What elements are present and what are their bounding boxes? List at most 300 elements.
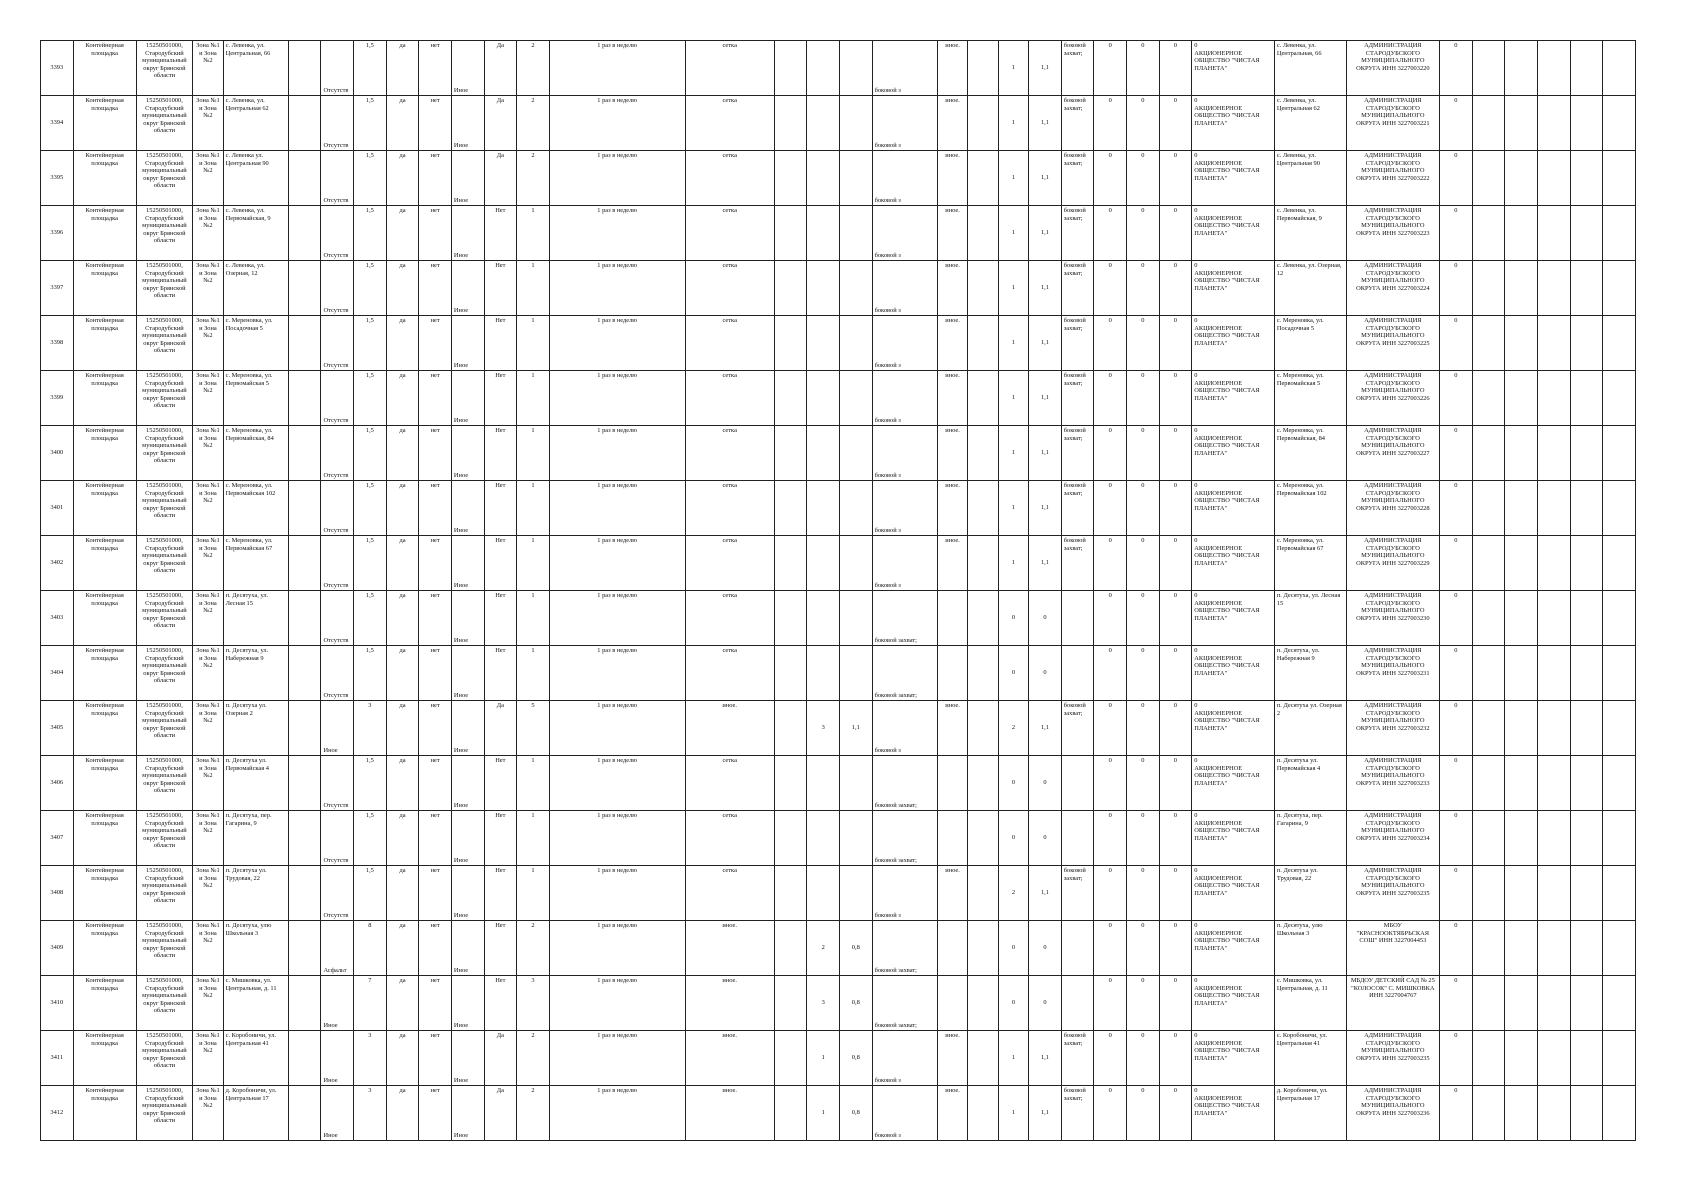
address-cell [223, 921, 288, 976]
cell-base: Иное [453, 1132, 469, 1140]
cell-fence: иное. [722, 977, 737, 984]
address-cell [223, 481, 288, 536]
zero-cell [1094, 96, 1127, 151]
frequency-cell [549, 1086, 685, 1141]
empty-cell [1537, 646, 1570, 701]
bunker-n-cell [998, 536, 1028, 591]
cell-z2: 0 [1141, 262, 1145, 269]
cell-zone: Зона №1 и Зона №2 [196, 97, 220, 120]
empty-cell [288, 41, 321, 96]
cell-freq: 1 раз в неделю [597, 372, 638, 379]
cell-cnt: 2 [531, 1032, 535, 1039]
flag-a1-cell [386, 811, 419, 866]
container-flag-cell [484, 756, 517, 811]
load-type-cell [872, 1031, 937, 1086]
container-count-cell [517, 536, 550, 591]
cell-addr: с. Мереновка, ул. Посадочная 5 [225, 317, 273, 332]
other-cell [937, 371, 967, 426]
cell-a1: да [399, 482, 406, 489]
cell-a1: да [399, 702, 406, 709]
zero-cell [1094, 701, 1127, 756]
cell-cnt: 1 [531, 317, 535, 324]
table-body [41, 41, 1636, 1141]
empty-cell [288, 96, 321, 151]
site-type-cell [73, 921, 136, 976]
bunker-n-cell [998, 701, 1028, 756]
cell-b_v: 0 [1043, 669, 1047, 677]
cell-z3: 0 [1173, 152, 1177, 159]
cell-type: Контейнерная площадка [85, 207, 124, 222]
cell-freq: 1 раз в неделю [597, 1032, 638, 1039]
cell-owner: АДМИНИСТРАЦИЯ СТАРОДУБСКОГО МУНИЦИПАЛЬНОГО ОКРУГА ИНН 3227003230 [1356, 592, 1430, 622]
cell-surface: Отсутств [323, 912, 349, 920]
cell-load: боковой з [874, 142, 901, 150]
cell-a2: нет [430, 922, 440, 929]
cell-owner: АДМИНИСТРАЦИЯ СТАРОДУБСКОГО МУНИЦИПАЛЬНОГО ОКРУГА ИНН 3227003222 [1356, 152, 1430, 182]
zero-cell [1159, 261, 1192, 316]
empty-cell [1603, 1086, 1636, 1141]
cell-org_addr: п. Десятуха, ул. Набережная 9 [1276, 647, 1320, 662]
container-count-cell [517, 41, 550, 96]
flag-a2-cell [419, 536, 452, 591]
empty-cell [774, 536, 807, 591]
cell-z2: 0 [1141, 922, 1145, 929]
cell-z1: 0 [1108, 372, 1112, 379]
flag-a2-cell [419, 866, 452, 921]
oktmo-cell [136, 976, 193, 1031]
load-type-cell [872, 701, 937, 756]
cell-z2: 0 [1141, 867, 1145, 874]
cell-owner: АДМИНИСТРАЦИЯ СТАРОДУБСКОГО МУНИЦИПАЛЬНОГО ОКРУГА ИНН 3227003235 [1356, 1032, 1430, 1062]
zero-cell [1440, 41, 1473, 96]
cell-zone: Зона №1 и Зона №2 [196, 427, 220, 450]
zone-cell [193, 756, 223, 811]
empty-cell [1570, 261, 1603, 316]
registry-table [40, 40, 1636, 1141]
cell-type: Контейнерная площадка [85, 152, 124, 167]
empty-cell [288, 1031, 321, 1086]
cell-cnt_txt: Да [496, 702, 504, 709]
cell-surface: Асфальт [323, 967, 347, 975]
container-volume-cell [840, 371, 873, 426]
area-cell [354, 96, 387, 151]
empty-cell [1505, 261, 1538, 316]
cell-no: 3411 [50, 1054, 64, 1062]
flag-a2-cell [419, 701, 452, 756]
address-cell [223, 96, 288, 151]
row-number-cell [41, 536, 74, 591]
zero-cell [1126, 96, 1159, 151]
area-cell [354, 811, 387, 866]
operator-cell [1192, 921, 1275, 976]
cell-oktmo: 15250501000, Стародубский муниципальный округ Брянской области [142, 42, 187, 80]
bunker-n-cell [998, 151, 1028, 206]
cell-a2: нет [430, 702, 440, 709]
table-row [41, 976, 1636, 1031]
cell-freq: 1 раз в неделю [597, 207, 638, 214]
cell-org: АКЦИОНЕРНОЕ ОБЩЕСТВО "ЧИСТАЯ ПЛАНЕТА" [1194, 929, 1260, 952]
cell-load: боковой захват; [874, 857, 917, 865]
container-count-cell [517, 316, 550, 371]
zone-cell [193, 1031, 223, 1086]
side-load-cell [1061, 206, 1094, 261]
cell-surface: Отсутств [323, 692, 349, 700]
cell-surface: Иное [323, 1077, 338, 1085]
flag-a2-cell [419, 921, 452, 976]
cell-addr: п. Десятуха ул. Озерная 2 [225, 702, 267, 717]
zero-cell [1159, 1086, 1192, 1141]
cell-z4: 0 [1194, 757, 1198, 764]
fence-cell [685, 426, 774, 481]
empty-cell [288, 316, 321, 371]
cell-type: Контейнерная площадка [85, 757, 124, 772]
zero-cell [1094, 481, 1127, 536]
cell-zone: Зона №1 и Зона №2 [196, 1087, 220, 1110]
frequency-cell [549, 371, 685, 426]
empty-cell [1472, 1031, 1505, 1086]
cell-z4: 0 [1194, 702, 1198, 709]
cell-z2: 0 [1141, 207, 1145, 214]
other-cell [937, 41, 967, 96]
zero-cell [1440, 646, 1473, 701]
cell-z1: 0 [1108, 592, 1112, 599]
empty-cell [1472, 646, 1505, 701]
cell-load: боковой з [874, 527, 901, 535]
cell-base: Иное [453, 747, 469, 755]
empty-cell [1570, 701, 1603, 756]
cell-addr: д. Коробоничи, ул. Центральная 17 [225, 1087, 277, 1102]
zone-cell [193, 316, 223, 371]
cell-org: АКЦИОНЕРНОЕ ОБЩЕСТВО "ЧИСТАЯ ПЛАНЕТА" [1194, 159, 1260, 182]
empty-cell [1603, 976, 1636, 1031]
empty-cell [1505, 646, 1538, 701]
table-row [41, 701, 1636, 756]
zero-cell [1159, 96, 1192, 151]
empty-cell [774, 701, 807, 756]
cell-area: 1,5 [365, 482, 374, 489]
empty-cell [1537, 481, 1570, 536]
zero-cell [1094, 646, 1127, 701]
cell-oktmo: 15250501000, Стародубский муниципальный округ Брянской области [142, 537, 187, 575]
side-load-cell [1061, 591, 1094, 646]
cell-b_n: 1 [1011, 174, 1016, 182]
site-type-cell [73, 1031, 136, 1086]
cell-other: иное. [945, 42, 960, 49]
zero-cell [1094, 426, 1127, 481]
empty-cell [288, 206, 321, 261]
zero-cell [1126, 1031, 1159, 1086]
cell-addr: п. Десятуха, пер. Гагарина, 9 [225, 812, 272, 827]
container-flag-cell [484, 206, 517, 261]
cell-b_n: 0 [1011, 669, 1016, 677]
container-count-cell [517, 371, 550, 426]
area-cell [354, 1086, 387, 1141]
area-cell [354, 866, 387, 921]
operator-address-cell [1274, 371, 1346, 426]
row-number-cell [41, 811, 74, 866]
site-type-cell [73, 536, 136, 591]
cell-side: боковой захват; [1063, 1032, 1086, 1047]
empty-cell [1537, 591, 1570, 646]
cell-c_v: 0,8 [851, 1109, 860, 1117]
other-cell [937, 261, 967, 316]
cell-oktmo: 15250501000, Стародубский муниципальный округ Брянской области [142, 482, 187, 520]
cell-z1: 0 [1108, 702, 1112, 709]
cell-cnt_txt: Нет [495, 317, 506, 324]
cell-cnt_txt: Да [496, 97, 504, 104]
cell-z4: 0 [1194, 427, 1198, 434]
zero-cell [1159, 756, 1192, 811]
cell-b_v: 1,1 [1040, 119, 1049, 127]
operator-address-cell [1274, 316, 1346, 371]
owner-cell [1346, 756, 1440, 811]
table-row [41, 646, 1636, 701]
cell-addr: с. Левенка, ул. Первомайская, 9 [225, 207, 271, 222]
zero-cell [1126, 481, 1159, 536]
cell-surface: Отсутств [323, 252, 349, 260]
zero-cell [1159, 811, 1192, 866]
other-cell [937, 206, 967, 261]
cell-cnt: 2 [531, 42, 535, 49]
container-n-cell [807, 426, 840, 481]
empty-cell [1603, 536, 1636, 591]
empty-cell [1505, 811, 1538, 866]
cell-b_v: 1,1 [1040, 1109, 1049, 1117]
flag-a2-cell [419, 1086, 452, 1141]
cell-no: 3401 [50, 504, 64, 512]
flag-a2-cell [419, 41, 452, 96]
cell-area: 1,5 [365, 592, 374, 599]
cell-surface: Отсутств [323, 142, 349, 150]
empty-cell [1505, 536, 1538, 591]
cell-z1: 0 [1108, 1032, 1112, 1039]
zero-cell [1126, 316, 1159, 371]
cell-z1: 0 [1108, 537, 1112, 544]
empty-cell [1537, 41, 1570, 96]
operator-cell [1192, 811, 1275, 866]
cell-z4: 0 [1194, 152, 1198, 159]
surface-cell [321, 1086, 354, 1141]
operator-address-cell [1274, 481, 1346, 536]
cell-no: 3399 [50, 394, 64, 402]
operator-address-cell [1274, 1031, 1346, 1086]
fence-cell [685, 261, 774, 316]
cell-type: Контейнерная площадка [85, 647, 124, 662]
cell-b_n: 1 [1011, 394, 1016, 402]
cell-b_n: 0 [1011, 999, 1016, 1007]
operator-address-cell [1274, 921, 1346, 976]
cell-cnt: 1 [531, 867, 535, 874]
owner-cell [1346, 261, 1440, 316]
zone-cell [193, 96, 223, 151]
zero-cell [1126, 866, 1159, 921]
container-flag-cell [484, 1031, 517, 1086]
container-volume-cell [840, 866, 873, 921]
base-cell [451, 1031, 484, 1086]
empty-cell [968, 811, 998, 866]
site-type-cell [73, 1086, 136, 1141]
operator-cell [1192, 756, 1275, 811]
other-cell [937, 316, 967, 371]
bunker-volume-cell [1029, 701, 1062, 756]
table-row [41, 756, 1636, 811]
empty-cell [1603, 316, 1636, 371]
flag-a1-cell [386, 921, 419, 976]
cell-z4: 0 [1194, 42, 1198, 49]
zero-cell [1126, 921, 1159, 976]
cell-oktmo: 15250501000, Стародубский муниципальный округ Брянской области [142, 372, 187, 410]
cell-cnt_txt: Нет [495, 427, 506, 434]
zero-cell [1159, 1031, 1192, 1086]
zero-cell [1440, 151, 1473, 206]
cell-b_n: 1 [1011, 1054, 1016, 1062]
zero-cell [1440, 96, 1473, 151]
base-cell [451, 206, 484, 261]
cell-org_addr: п. Десятуха, ул. Лесная 15 [1276, 592, 1341, 607]
empty-cell [1537, 701, 1570, 756]
empty-cell [1603, 41, 1636, 96]
empty-cell [1537, 756, 1570, 811]
empty-cell [968, 591, 998, 646]
empty-cell [1570, 591, 1603, 646]
bunker-volume-cell [1029, 261, 1062, 316]
cell-b_v: 1,1 [1040, 394, 1049, 402]
zero-cell [1126, 426, 1159, 481]
operator-cell [1192, 316, 1275, 371]
side-load-cell [1061, 536, 1094, 591]
empty-cell [1472, 921, 1505, 976]
container-volume-cell [840, 41, 873, 96]
cell-fence: сетка [722, 317, 737, 324]
load-type-cell [872, 371, 937, 426]
cell-org: АКЦИОНЕРНОЕ ОБЩЕСТВО "ЧИСТАЯ ПЛАНЕТА" [1194, 489, 1260, 512]
site-type-cell [73, 151, 136, 206]
operator-cell [1192, 591, 1275, 646]
container-n-cell [807, 811, 840, 866]
cell-zone: Зона №1 и Зона №2 [196, 812, 220, 835]
cell-b_v: 1,1 [1040, 284, 1049, 292]
bunker-volume-cell [1029, 206, 1062, 261]
cell-surface: Иное [323, 747, 338, 755]
bunker-n-cell [998, 646, 1028, 701]
surface-cell [321, 646, 354, 701]
cell-other: иное. [945, 867, 960, 874]
cell-b_v: 0 [1043, 779, 1047, 787]
load-type-cell [872, 976, 937, 1031]
cell-c_n: 3 [821, 999, 825, 1007]
fence-cell [685, 976, 774, 1031]
cell-area: 1,5 [365, 372, 374, 379]
empty-cell [1603, 811, 1636, 866]
cell-a2: нет [430, 977, 440, 984]
base-cell [451, 261, 484, 316]
frequency-cell [549, 1031, 685, 1086]
zero-cell [1126, 756, 1159, 811]
cell-z2: 0 [1141, 1032, 1145, 1039]
cell-zone: Зона №1 и Зона №2 [196, 1032, 220, 1055]
owner-cell [1346, 976, 1440, 1031]
zero-cell [1159, 866, 1192, 921]
cell-org: АКЦИОНЕРНОЕ ОБЩЕСТВО "ЧИСТАЯ ПЛАНЕТА" [1194, 654, 1260, 677]
cell-cnt: 1 [531, 537, 535, 544]
cell-cnt: 2 [531, 1087, 535, 1094]
address-cell [223, 41, 288, 96]
cell-cnt_txt: Да [496, 42, 504, 49]
zero-cell [1440, 866, 1473, 921]
zero-cell [1094, 921, 1127, 976]
cell-fence: сетка [722, 482, 737, 489]
owner-cell [1346, 1086, 1440, 1141]
cell-freq: 1 раз в неделю [597, 262, 638, 269]
owner-cell [1346, 481, 1440, 536]
cell-surface: Отсутств [323, 362, 349, 370]
cell-org_addr: с. Мишковка, ул. Центральная, д. 11 [1276, 977, 1328, 992]
owner-cell [1346, 921, 1440, 976]
cell-no: 3402 [50, 559, 64, 567]
cell-z3: 0 [1173, 1032, 1177, 1039]
surface-cell [321, 481, 354, 536]
cell-type: Контейнерная площадка [85, 42, 124, 57]
cell-zone: Зона №1 и Зона №2 [196, 867, 220, 890]
oktmo-cell [136, 206, 193, 261]
bunker-n-cell [998, 866, 1028, 921]
cell-base: Иное [453, 362, 469, 370]
cell-freq: 1 раз в неделю [597, 482, 638, 489]
zero-cell [1159, 976, 1192, 1031]
bunker-volume-cell [1029, 1086, 1062, 1141]
site-type-cell [73, 41, 136, 96]
cell-a1: да [399, 372, 406, 379]
flag-a1-cell [386, 756, 419, 811]
empty-cell [1537, 206, 1570, 261]
cell-owner: МБОУ "КРАСНООКТЯБРЬСКАЯ СОШ" ИНН 3227004453 [1356, 922, 1429, 945]
cell-org_addr: с. Левенка, ул. Центральная 90 [1276, 152, 1320, 167]
container-volume-cell [840, 1031, 873, 1086]
cell-a2: нет [430, 152, 440, 159]
cell-z2: 0 [1141, 647, 1145, 654]
empty-cell [1603, 261, 1636, 316]
cell-b_n: 1 [1011, 449, 1016, 457]
cell-org: АКЦИОНЕРНОЕ ОБЩЕСТВО "ЧИСТАЯ ПЛАНЕТА" [1194, 819, 1260, 842]
cell-cnt_txt: Нет [495, 207, 506, 214]
empty-cell [774, 866, 807, 921]
container-n-cell [807, 701, 840, 756]
container-flag-cell [484, 96, 517, 151]
cell-addr: п. Десятуха ул. Трудовая, 22 [225, 867, 267, 882]
empty-cell [1537, 96, 1570, 151]
cell-z2: 0 [1141, 702, 1145, 709]
cell-org_addr: с. Коробоничи, ул. Центральная 41 [1276, 1032, 1328, 1047]
cell-z3: 0 [1173, 97, 1177, 104]
cell-addr: с. Мереновка, ул. Первомайская 5 [225, 372, 273, 387]
container-n-cell [807, 206, 840, 261]
cell-surface: Иное [323, 1022, 338, 1030]
cell-a1: да [399, 97, 406, 104]
cell-surface: Отсутств [323, 197, 349, 205]
table-row [41, 96, 1636, 151]
operator-address-cell [1274, 96, 1346, 151]
area-cell [354, 701, 387, 756]
base-cell [451, 921, 484, 976]
cell-owner: АДМИНИСТРАЦИЯ СТАРОДУБСКОГО МУНИЦИПАЛЬНОГО ОКРУГА ИНН 3227003233 [1356, 757, 1430, 787]
oktmo-cell [136, 536, 193, 591]
zero-cell [1126, 1086, 1159, 1141]
empty-cell [1505, 921, 1538, 976]
empty-cell [288, 976, 321, 1031]
cell-base: Иное [453, 692, 469, 700]
bunker-volume-cell [1029, 41, 1062, 96]
cell-other: иное. [945, 262, 960, 269]
